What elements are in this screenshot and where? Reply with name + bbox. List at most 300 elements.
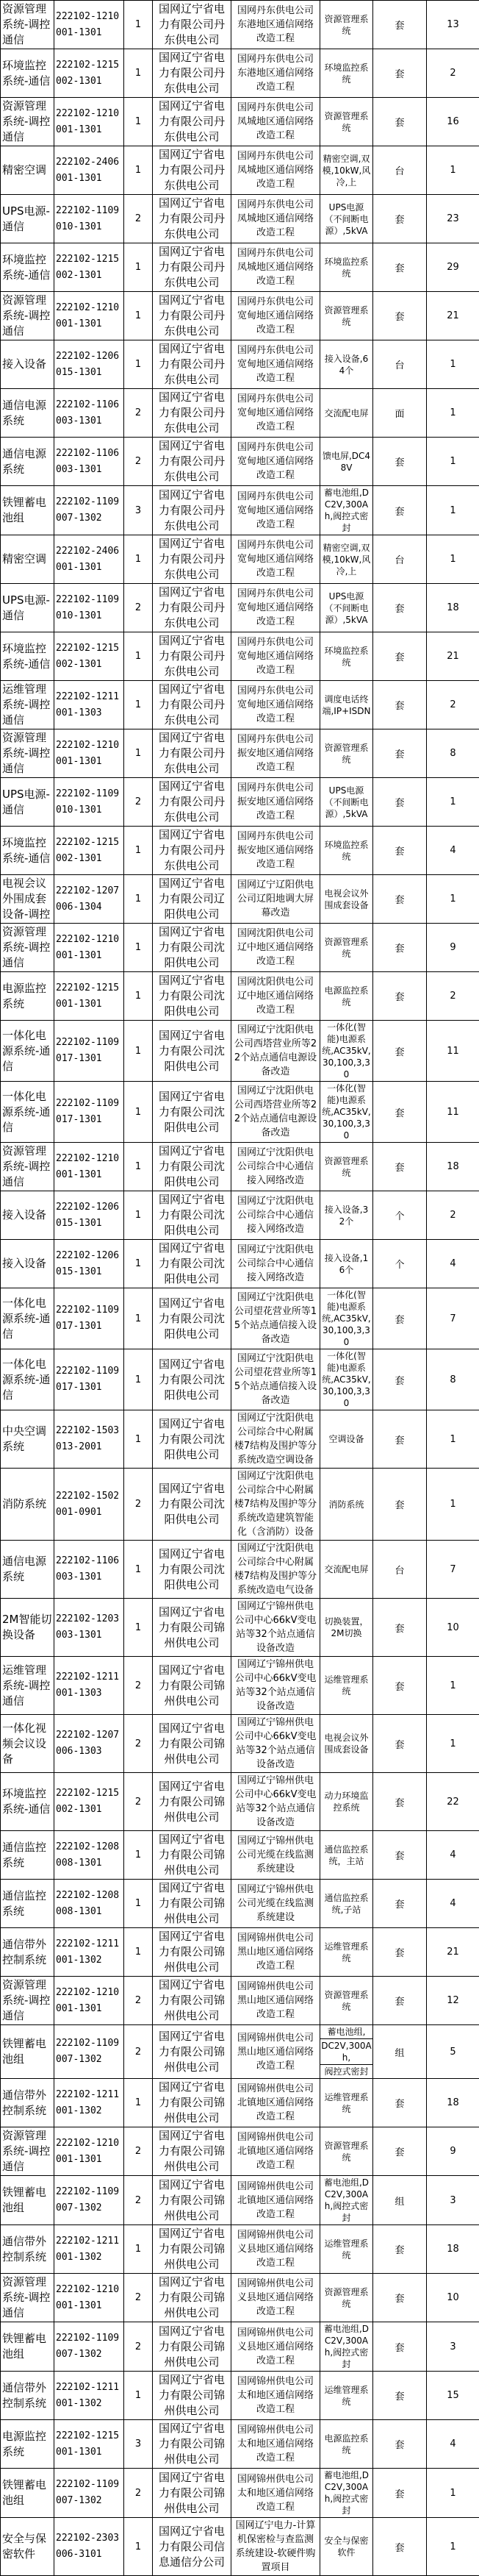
company-cell: 国网辽宁省电力有限公司丹东供电公司 bbox=[153, 486, 231, 535]
company-cell: 国网辽宁省电力有限公司锦州供电公司 bbox=[153, 1831, 231, 1880]
spec-cell: 精密空调,双模,10kW,风冷,上 bbox=[320, 535, 373, 584]
table-row bbox=[1, 2127, 479, 2176]
table-row bbox=[1, 681, 479, 729]
material-code-cell: 222102-1206015-1301 bbox=[54, 340, 124, 389]
material-code-cell: 222102-1109010-1301 bbox=[54, 778, 124, 827]
spec-cell: 蓄电池组,DC2V,300Ah,阀控式密封 bbox=[320, 2469, 373, 2518]
quantity-cell: 18 bbox=[427, 2079, 479, 2127]
spec-cell: 一体化(智能)电源系统,AC35kV,30,100,3,30 bbox=[320, 1288, 373, 1349]
unit-cell: 套 bbox=[373, 1599, 427, 1657]
material-name-cell: 电源监控系统 bbox=[1, 2420, 54, 2469]
material-name-cell: 环境监控系统-通信 bbox=[1, 632, 54, 681]
batch-number-cell: 1 bbox=[124, 535, 153, 584]
unit-cell: 套 bbox=[373, 49, 427, 98]
spec-cell: 一体化(智能)电源系统,AC35kV,30,100,3,30 bbox=[320, 1021, 373, 1082]
company-cell: 国网辽宁省电力有限公司信息通信分公司 bbox=[153, 2518, 231, 2576]
material-code-cell: 222102-1210001-1301 bbox=[54, 292, 124, 340]
batch-number-cell: 3 bbox=[124, 2420, 153, 2469]
project-cell: 国网丹东供电公司东港地区通信网络改造工程 bbox=[231, 49, 320, 98]
quantity-cell: 18 bbox=[427, 584, 479, 632]
table-row bbox=[1, 1, 479, 49]
company-cell: 国网辽宁省电力有限公司沈阳供电公司 bbox=[153, 972, 231, 1021]
spec-cell: 交流配电屏 bbox=[320, 389, 373, 438]
project-cell: 国网锦州供电公司北镇地区通信网络改造工程 bbox=[231, 2176, 320, 2225]
unit-cell: 套 bbox=[373, 729, 427, 778]
material-name-cell: 一体化电源系统-通信 bbox=[1, 1021, 54, 1082]
unit-cell: 套 bbox=[373, 778, 427, 827]
company-cell: 国网辽宁省电力有限公司锦州供电公司 bbox=[153, 1880, 231, 1928]
table-row bbox=[1, 729, 479, 778]
batch-number-cell: 1 bbox=[124, 1880, 153, 1928]
project-cell: 国网辽宁沈阳供电公司望花营业所等15个站点通信接入设备改造 bbox=[231, 1349, 320, 1410]
unit-cell: 套 bbox=[373, 681, 427, 729]
spec-line: 蓄电池组, bbox=[320, 2025, 372, 2039]
material-code-cell: 222102-1206015-1301 bbox=[54, 1191, 124, 1240]
material-name-cell: 接入设备 bbox=[1, 1240, 54, 1288]
batch-number-cell: 1 bbox=[124, 1349, 153, 1410]
unit-cell: 套 bbox=[373, 827, 427, 875]
quantity-cell: 2 bbox=[427, 1191, 479, 1240]
project-cell: 国网辽宁沈阳供电公司西塔营业所等22个站点通信电源设备改造 bbox=[231, 1082, 320, 1143]
project-cell: 国网丹东供电公司宽甸地区通信网络改造工程 bbox=[231, 584, 320, 632]
table-row bbox=[1, 1469, 479, 1541]
spec-cell: 馈电屏,DC48V bbox=[320, 438, 373, 486]
quantity-cell: 29 bbox=[427, 243, 479, 292]
spec-cell: 电源监控系统 bbox=[320, 972, 373, 1021]
unit-cell: 台 bbox=[373, 535, 427, 584]
material-name-cell: 资源管理系统-调控通信 bbox=[1, 2274, 54, 2322]
spec-cell: 调度电话终端,IP+ISDN bbox=[320, 681, 373, 729]
batch-number-cell: 2 bbox=[124, 438, 153, 486]
company-cell: 国网辽宁省电力有限公司丹东供电公司 bbox=[153, 681, 231, 729]
table-row bbox=[1, 875, 479, 924]
table-row bbox=[1, 98, 479, 146]
material-name-cell: 通信监控系统 bbox=[1, 1831, 54, 1880]
table-row bbox=[1, 292, 479, 340]
batch-number-cell: 1 bbox=[124, 2518, 153, 2576]
table-row bbox=[1, 972, 479, 1021]
material-code-cell: 222102-1109007-1302 bbox=[54, 2322, 124, 2372]
company-cell: 国网辽宁省电力有限公司丹东供电公司 bbox=[153, 535, 231, 584]
batch-number-cell: 2 bbox=[124, 778, 153, 827]
table-row bbox=[1, 535, 479, 584]
project-cell: 国网辽宁沈阳供电公司综合中心附属楼7结构及围护等分系统改造建筑智能化（含消防）设备 bbox=[231, 1469, 320, 1541]
table-row bbox=[1, 1928, 479, 1977]
quantity-cell: 4 bbox=[427, 827, 479, 875]
quantity-cell: 1 bbox=[427, 389, 479, 438]
quantity-cell: 22 bbox=[427, 1773, 479, 1831]
project-cell: 国网丹东供电公司振安地区通信网络改造工程 bbox=[231, 778, 320, 827]
project-cell: 国网锦州供电公司黑山地区通信网络改造工程 bbox=[231, 2025, 320, 2079]
company-cell: 国网辽宁省电力有限公司锦州供电公司 bbox=[153, 1657, 231, 1715]
quantity-cell: 1 bbox=[427, 486, 479, 535]
company-cell: 国网辽宁省电力有限公司锦州供电公司 bbox=[153, 2274, 231, 2322]
spec-cell: UPS电源（不间断电源）,5kVA bbox=[320, 584, 373, 632]
material-name-cell: 通信电源系统 bbox=[1, 389, 54, 438]
quantity-cell: 1 bbox=[427, 2469, 479, 2518]
material-name-cell: 一体化视频会议设备 bbox=[1, 1715, 54, 1773]
material-code-cell: 222102-1109010-1301 bbox=[54, 584, 124, 632]
quantity-cell: 1 bbox=[427, 875, 479, 924]
batch-number-cell: 1 bbox=[124, 1240, 153, 1288]
quantity-cell: 21 bbox=[427, 292, 479, 340]
quantity-cell: 3 bbox=[427, 2176, 479, 2225]
company-cell: 国网辽宁省电力有限公司丹东供电公司 bbox=[153, 584, 231, 632]
batch-number-cell: 1 bbox=[124, 1928, 153, 1977]
project-cell: 国网辽宁沈阳供电公司综合中心附属楼7结构及围护等分系统改造空调设备 bbox=[231, 1410, 320, 1469]
spec-cell: 一体化(智能)电源系统,AC35kV,30,100,3,30 bbox=[320, 1082, 373, 1143]
batch-number-cell: 2 bbox=[124, 389, 153, 438]
table-row bbox=[1, 1715, 479, 1773]
table-row bbox=[1, 2469, 479, 2518]
company-cell: 国网辽宁省电力有限公司沈阳供电公司 bbox=[153, 1469, 231, 1541]
material-code-cell: 222102-1502001-0901 bbox=[54, 1469, 124, 1541]
spec-cell: 电视会议外围成套设备 bbox=[320, 875, 373, 924]
unit-cell: 个 bbox=[373, 1191, 427, 1240]
spec-cell: 通信监控系统，主站 bbox=[320, 1831, 373, 1880]
company-cell: 国网辽宁省电力有限公司丹东供电公司 bbox=[153, 340, 231, 389]
quantity-cell: 16 bbox=[427, 98, 479, 146]
material-name-cell: 一体化电源系统-通信 bbox=[1, 1288, 54, 1349]
material-code-cell: 222102-1210001-1301 bbox=[54, 1977, 124, 2025]
material-name-cell: 资源管理系统-调控通信 bbox=[1, 2127, 54, 2176]
table-row bbox=[1, 389, 479, 438]
project-cell: 国网锦州供电公司黑山地区通信网络改造工程 bbox=[231, 1928, 320, 1977]
spec-cell: 资源管理系统 bbox=[320, 1977, 373, 2025]
company-cell: 国网辽宁省电力有限公司丹东供电公司 bbox=[153, 98, 231, 146]
unit-cell: 套 bbox=[373, 1082, 427, 1143]
spec-cell: 电视会议外围成套设备 bbox=[320, 1715, 373, 1773]
material-name-cell: 资源管理系统-调控通信 bbox=[1, 924, 54, 972]
material-code-cell: 222102-1211001-1302 bbox=[54, 1928, 124, 1977]
material-name-cell: 铁锂蓄电池组 bbox=[1, 2322, 54, 2372]
spec-cell: 蓄电池组,DC2V,300Ah,阀控式密封 bbox=[320, 486, 373, 535]
unit-cell: 套 bbox=[373, 2225, 427, 2274]
material-name-cell: 环境监控系统-通信 bbox=[1, 49, 54, 98]
batch-number-cell: 2 bbox=[124, 2127, 153, 2176]
quantity-cell: 1 bbox=[427, 535, 479, 584]
batch-number-cell: 1 bbox=[124, 98, 153, 146]
batch-number-cell: 1 bbox=[124, 1082, 153, 1143]
spec-cell: 运维管理系统 bbox=[320, 2372, 373, 2420]
company-cell: 国网辽宁省电力有限公司丹东供电公司 bbox=[153, 1, 231, 49]
table-row bbox=[1, 1773, 479, 1831]
quantity-cell: 1 bbox=[427, 778, 479, 827]
batch-number-cell: 1 bbox=[124, 875, 153, 924]
spec-cell: 接入设备,64个 bbox=[320, 340, 373, 389]
unit-cell: 套 bbox=[373, 2518, 427, 2576]
project-cell: 国网辽宁锦州供电公司中心66kV变电站等32个站点通信设备改造 bbox=[231, 1599, 320, 1657]
material-code-cell: 222102-1106003-1301 bbox=[54, 438, 124, 486]
batch-number-cell: 1 bbox=[124, 972, 153, 1021]
spec-line: DC2V,300Ah, bbox=[320, 2039, 372, 2065]
material-name-cell: UPS电源-通信 bbox=[1, 195, 54, 243]
batch-number-cell: 1 bbox=[124, 49, 153, 98]
company-cell: 国网辽宁省电力有限公司锦州供电公司 bbox=[153, 1715, 231, 1773]
table-row bbox=[1, 2372, 479, 2420]
company-cell: 国网辽宁省电力有限公司沈阳供电公司 bbox=[153, 1143, 231, 1191]
table-row bbox=[1, 2274, 479, 2322]
project-cell: 国网沈阳供电公司辽中地区通信网络改造工程 bbox=[231, 924, 320, 972]
material-code-cell: 222102-1211001-1303 bbox=[54, 681, 124, 729]
spec-cell: 交流配电屏 bbox=[320, 1541, 373, 1599]
project-cell: 国网辽宁锦州供电公司中心66kV变电站等32个站点通信设备改造 bbox=[231, 1657, 320, 1715]
batch-number-cell: 1 bbox=[124, 924, 153, 972]
batch-number-cell: 1 bbox=[124, 827, 153, 875]
project-cell: 国网辽宁辽阳供电公司辽阳地调大屏幕改造 bbox=[231, 875, 320, 924]
quantity-cell: 3 bbox=[427, 2322, 479, 2372]
batch-number-cell: 1 bbox=[124, 1541, 153, 1599]
batch-number-cell: 2 bbox=[124, 195, 153, 243]
company-cell: 国网辽宁省电力有限公司锦州供电公司 bbox=[153, 2420, 231, 2469]
material-name-cell: 资源管理系统-调控通信 bbox=[1, 1143, 54, 1191]
unit-cell: 组 bbox=[373, 2176, 427, 2225]
company-cell: 国网辽宁省电力有限公司丹东供电公司 bbox=[153, 292, 231, 340]
spec-cell: 通信监控系统,子站 bbox=[320, 1880, 373, 1928]
quantity-cell: 2 bbox=[427, 681, 479, 729]
quantity-cell: 8 bbox=[427, 729, 479, 778]
batch-number-cell: 1 bbox=[124, 1410, 153, 1469]
spec-cell: 资源管理系统 bbox=[320, 292, 373, 340]
material-name-cell: 通信带外控制系统 bbox=[1, 2225, 54, 2274]
material-code-cell: 222102-1109007-1302 bbox=[54, 2176, 124, 2225]
project-cell: 国网丹东供电公司宽甸地区通信网络改造工程 bbox=[231, 632, 320, 681]
material-code-cell: 222102-1109007-1302 bbox=[54, 2025, 124, 2079]
table-row bbox=[1, 2025, 479, 2079]
project-cell: 国网丹东供电公司宽甸地区通信网络改造工程 bbox=[231, 486, 320, 535]
company-cell: 国网辽宁省电力有限公司锦州供电公司 bbox=[153, 1928, 231, 1977]
project-cell: 国网辽宁沈阳供电公司西塔营业所等22个站点通信电源设备改造 bbox=[231, 1021, 320, 1082]
table-row bbox=[1, 1143, 479, 1191]
company-cell: 国网辽宁省电力有限公司丹东供电公司 bbox=[153, 243, 231, 292]
spec-cell: 环境监控系统 bbox=[320, 632, 373, 681]
batch-number-cell: 2 bbox=[124, 2322, 153, 2372]
quantity-cell: 10 bbox=[427, 2274, 479, 2322]
unit-cell: 套 bbox=[373, 2079, 427, 2127]
unit-cell: 套 bbox=[373, 2322, 427, 2372]
quantity-cell: 15 bbox=[427, 2372, 479, 2420]
unit-cell: 套 bbox=[373, 2469, 427, 2518]
unit-cell: 套 bbox=[373, 1715, 427, 1773]
table-row bbox=[1, 1657, 479, 1715]
company-cell: 国网辽宁省电力有限公司锦州供电公司 bbox=[153, 1599, 231, 1657]
table-row bbox=[1, 924, 479, 972]
company-cell: 国网辽宁省电力有限公司辽阳供电公司 bbox=[153, 875, 231, 924]
unit-cell: 套 bbox=[373, 875, 427, 924]
material-code-cell: 222102-1210001-1301 bbox=[54, 729, 124, 778]
batch-number-cell: 1 bbox=[124, 1191, 153, 1240]
material-name-cell: 资源管理系统-调控通信 bbox=[1, 729, 54, 778]
table-body bbox=[1, 1, 479, 2576]
material-code-cell: 222102-2406001-1301 bbox=[54, 535, 124, 584]
material-code-cell: 222102-1210001-1301 bbox=[54, 98, 124, 146]
unit-cell: 套 bbox=[373, 584, 427, 632]
batch-number-cell: 1 bbox=[124, 243, 153, 292]
spec-cell: 空调设备 bbox=[320, 1410, 373, 1469]
unit-cell: 台 bbox=[373, 146, 427, 195]
unit-cell: 面 bbox=[373, 389, 427, 438]
unit-cell: 套 bbox=[373, 2372, 427, 2420]
batch-number-cell: 2 bbox=[124, 2469, 153, 2518]
project-cell: 国网丹东供电公司振安地区通信网络改造工程 bbox=[231, 729, 320, 778]
company-cell: 国网辽宁省电力有限公司丹东供电公司 bbox=[153, 195, 231, 243]
batch-number-cell: 1 bbox=[124, 1288, 153, 1349]
material-code-cell: 222102-1109007-1302 bbox=[54, 2469, 124, 2518]
project-cell: 国网锦州供电公司北镇地区通信网络改造工程 bbox=[231, 2079, 320, 2127]
unit-cell: 套 bbox=[373, 292, 427, 340]
quantity-cell: 1 bbox=[427, 1715, 479, 1773]
table-row bbox=[1, 1541, 479, 1599]
unit-cell: 套 bbox=[373, 1977, 427, 2025]
quantity-cell: 23 bbox=[427, 195, 479, 243]
material-name-cell: 资源管理系统-调控通信 bbox=[1, 98, 54, 146]
material-name-cell: 精密空调 bbox=[1, 146, 54, 195]
material-name-cell: 运维管理系统-调控通信 bbox=[1, 1657, 54, 1715]
company-cell: 国网辽宁省电力有限公司沈阳供电公司 bbox=[153, 1410, 231, 1469]
project-cell: 国网丹东供电公司振安地区通信网络改造工程 bbox=[231, 827, 320, 875]
project-cell: 国网丹东供电公司宽甸地区通信网络改造工程 bbox=[231, 535, 320, 584]
project-cell: 国网锦州供电公司黑山地区通信网络改造工程 bbox=[231, 1977, 320, 2025]
quantity-cell: 21 bbox=[427, 1928, 479, 1977]
quantity-cell: 1 bbox=[427, 1657, 479, 1715]
company-cell: 国网辽宁省电力有限公司锦州供电公司 bbox=[153, 2469, 231, 2518]
material-name-cell: UPS电源-通信 bbox=[1, 584, 54, 632]
material-name-cell: 通信电源系统 bbox=[1, 438, 54, 486]
batch-number-cell: 3 bbox=[124, 486, 153, 535]
unit-cell: 套 bbox=[373, 1831, 427, 1880]
table-row bbox=[1, 827, 479, 875]
batch-number-cell: 1 bbox=[124, 2079, 153, 2127]
spec-cell bbox=[320, 2025, 373, 2079]
material-name-cell: 环境监控系统-通信 bbox=[1, 827, 54, 875]
quantity-cell: 18 bbox=[427, 2225, 479, 2274]
material-name-cell: 资源管理系统-调控通信 bbox=[1, 1, 54, 49]
company-cell: 国网辽宁省电力有限公司丹东供电公司 bbox=[153, 146, 231, 195]
spec-cell: 动力环境监控系统 bbox=[320, 1773, 373, 1831]
unit-cell: 台 bbox=[373, 1541, 427, 1599]
unit-cell: 个 bbox=[373, 1240, 427, 1288]
unit-cell: 套 bbox=[373, 1021, 427, 1082]
material-name-cell: 一体化电源系统-通信 bbox=[1, 1349, 54, 1410]
unit-cell: 套 bbox=[373, 486, 427, 535]
material-code-cell: 222102-2406001-1301 bbox=[54, 146, 124, 195]
unit-cell: 套 bbox=[373, 1928, 427, 1977]
table-row bbox=[1, 146, 479, 195]
batch-number-cell: 2 bbox=[124, 2025, 153, 2079]
material-name-cell: 安全与保密软件 bbox=[1, 2518, 54, 2576]
table-row bbox=[1, 778, 479, 827]
spec-cell: 安全与保密软件 bbox=[320, 2518, 373, 2576]
company-cell: 国网辽宁省电力有限公司锦州供电公司 bbox=[153, 1977, 231, 2025]
spec-cell: 切换装置，2M切换 bbox=[320, 1599, 373, 1657]
material-name-cell: 中央空调系统 bbox=[1, 1410, 54, 1469]
unit-cell: 套 bbox=[373, 1469, 427, 1541]
material-code-cell: 222102-1109017-1301 bbox=[54, 1349, 124, 1410]
quantity-cell: 4 bbox=[427, 2420, 479, 2469]
unit-cell: 套 bbox=[373, 1880, 427, 1928]
spec-cell: 环境监控系统 bbox=[320, 243, 373, 292]
table-row bbox=[1, 1082, 479, 1143]
spec-cell: 精密空调,双模,10kW,风冷,上 bbox=[320, 146, 373, 195]
company-cell: 国网辽宁省电力有限公司沈阳供电公司 bbox=[153, 1191, 231, 1240]
unit-cell: 套 bbox=[373, 1288, 427, 1349]
unit-cell: 台 bbox=[373, 340, 427, 389]
company-cell: 国网辽宁省电力有限公司丹东供电公司 bbox=[153, 632, 231, 681]
quantity-cell: 18 bbox=[427, 1143, 479, 1191]
spec-cell: 运维管理系统 bbox=[320, 1928, 373, 1977]
table-row bbox=[1, 2322, 479, 2372]
table-row bbox=[1, 195, 479, 243]
project-cell: 国网辽宁沈阳供电公司综合中心通信接入网络改造 bbox=[231, 1143, 320, 1191]
table-row bbox=[1, 1831, 479, 1880]
company-cell: 国网辽宁省电力有限公司锦州供电公司 bbox=[153, 2225, 231, 2274]
batch-number-cell: 1 bbox=[124, 632, 153, 681]
spec-cell: 运维管理系统 bbox=[320, 1657, 373, 1715]
table-row bbox=[1, 1240, 479, 1288]
project-cell: 国网丹东供电公司宽甸地区通信网络改造工程 bbox=[231, 292, 320, 340]
material-code-cell: 222102-2303006-3101 bbox=[54, 2518, 124, 2576]
batch-number-cell: 1 bbox=[124, 292, 153, 340]
table-row bbox=[1, 243, 479, 292]
unit-cell: 套 bbox=[373, 2274, 427, 2322]
material-code-cell: 222102-1211001-1302 bbox=[54, 2372, 124, 2420]
project-cell: 国网辽宁锦州供电公司光缆在线监测系统建设 bbox=[231, 1831, 320, 1880]
material-code-cell: 222102-1109007-1302 bbox=[54, 486, 124, 535]
company-cell: 国网辽宁省电力有限公司丹东供电公司 bbox=[153, 827, 231, 875]
material-code-cell: 222102-1203003-1301 bbox=[54, 1599, 124, 1657]
material-code-cell: 222102-1210001-1301 bbox=[54, 924, 124, 972]
quantity-cell: 9 bbox=[427, 2127, 479, 2176]
company-cell: 国网辽宁省电力有限公司锦州供电公司 bbox=[153, 2127, 231, 2176]
quantity-cell: 1 bbox=[427, 438, 479, 486]
material-code-cell: 222102-1210001-1301 bbox=[54, 1143, 124, 1191]
batch-number-cell: 1 bbox=[124, 1021, 153, 1082]
unit-cell: 套 bbox=[373, 438, 427, 486]
batch-number-cell: 2 bbox=[124, 1977, 153, 2025]
spec-line: 阀控式密封 bbox=[320, 2065, 372, 2078]
quantity-cell: 1 bbox=[427, 146, 479, 195]
spec-cell: 资源管理系统 bbox=[320, 2127, 373, 2176]
table-row bbox=[1, 1599, 479, 1657]
quantity-cell: 11 bbox=[427, 1021, 479, 1082]
project-cell: 国网辽宁沈阳供电公司综合中心通信接入网络改造 bbox=[231, 1191, 320, 1240]
project-cell: 国网辽宁电力-计算机保密检与查监测系统建设-软硬件购置项目 bbox=[231, 2518, 320, 2576]
material-code-cell: 222102-1206015-1301 bbox=[54, 1240, 124, 1288]
batch-number-cell: 1 bbox=[124, 1599, 153, 1657]
project-cell: 国网辽宁沈阳供电公司综合中心通信接入网络改造 bbox=[231, 1240, 320, 1288]
material-name-cell: 消防系统 bbox=[1, 1469, 54, 1541]
spec-cell: 消防系统 bbox=[320, 1469, 373, 1541]
material-code-cell: 222102-1208008-1301 bbox=[54, 1880, 124, 1928]
material-code-cell: 222102-1210001-1301 bbox=[54, 2127, 124, 2176]
project-cell: 国网辽宁沈阳供电公司望花营业所等15个站点通信接入设备改造 bbox=[231, 1288, 320, 1349]
company-cell: 国网辽宁省电力有限公司沈阳供电公司 bbox=[153, 1082, 231, 1143]
material-code-cell: 222102-1106003-1301 bbox=[54, 1541, 124, 1599]
project-cell: 国网锦州供电公司北镇地区通信网络改造工程 bbox=[231, 2127, 320, 2176]
project-cell: 国网锦州供电公司义县地区通信网络改造工程 bbox=[231, 2322, 320, 2372]
material-code-cell: 222102-1210001-1301 bbox=[54, 2274, 124, 2322]
table-row bbox=[1, 49, 479, 98]
spec-cell: 接入设备,32个 bbox=[320, 1191, 373, 1240]
material-code-cell: 222102-1109017-1301 bbox=[54, 1288, 124, 1349]
table-row bbox=[1, 340, 479, 389]
quantity-cell: 4 bbox=[427, 1880, 479, 1928]
material-name-cell: 接入设备 bbox=[1, 1191, 54, 1240]
batch-number-cell: 1 bbox=[124, 729, 153, 778]
spec-cell: 资源管理系统 bbox=[320, 1143, 373, 1191]
material-name-cell: 通信带外控制系统 bbox=[1, 2372, 54, 2420]
table-row bbox=[1, 1410, 479, 1469]
